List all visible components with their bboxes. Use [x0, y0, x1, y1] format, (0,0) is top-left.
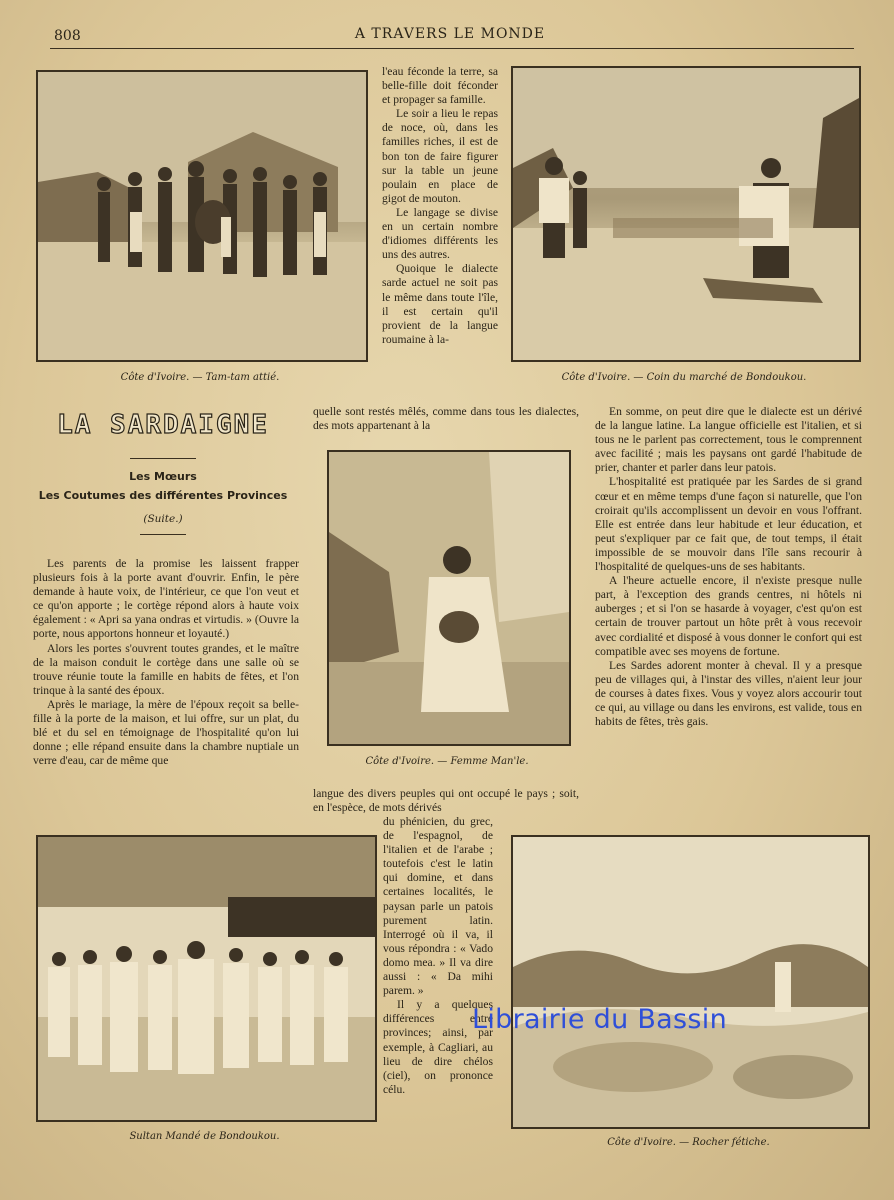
photo-rocher	[511, 835, 870, 1129]
photo-marche-figure	[513, 68, 859, 360]
paragraph: langue des divers peuples qui ont occupé le pays ; soit, en l'espèce, de mots dérivés	[313, 787, 579, 815]
text-mid-top	[382, 65, 498, 347]
photo-tamtam-figure	[38, 72, 366, 360]
article-title: LA SARDAIGNE	[57, 410, 269, 440]
caption-marche: Côte d'Ivoire. — Coin du marché de Bondoukou.	[561, 372, 807, 383]
text-right	[595, 405, 862, 729]
paragraph: Le langage se divise en un certain nombre d'idiomes différents les uns des autres.	[382, 205, 498, 262]
caption-sultan: Sultan Mandé de Bondoukou.	[129, 1131, 280, 1142]
header-rule	[50, 48, 854, 49]
paragraph: Le soir a lieu le repas de noce, où, dans les familles riches, il est de bon ton de faire figurer sur la table un jeune poulain en place de gigot de mouton.	[382, 107, 498, 205]
paragraph: Après le mariage, la mère de l'époux reçoit sa belle-fille à la porte de la maison, et lui offre, sur un plat, du blé et du sel en témoignage de l'hospitalité qu'on lui donne ; elle répand ensuite dans la chambre nuptiale un verre d'eau, car de même que	[33, 697, 299, 768]
subtitle-rule	[140, 534, 186, 535]
paragraph: du phénicien, du grec, de l'espagnol, de l'italien et de l'arabe ; toutefois c'est le latin qui domine, et dans certaines localités, le paysan parle un patois purement latin. Interrogé où il va, il vous répondra : « Vado domo mea. » Il va dire aussi : « Da mihi parem. »	[383, 815, 493, 998]
journal-title: A TRAVERS LE MONDE	[354, 26, 546, 42]
page-number: 808	[54, 28, 81, 44]
paragraph: quelle sont restés mêlés, comme dans tous les dialectes, des mots appartenant à la	[313, 405, 579, 433]
photo-sultan-figure	[38, 837, 375, 1120]
photo-rocher-figure	[513, 837, 868, 1127]
photo-marche	[511, 66, 861, 362]
paragraph: l'eau féconde la terre, sa belle-fille doit féconder et propager sa famille.	[382, 65, 498, 107]
paragraph: Les Sardes adorent monter à cheval. Il y a presque peu de villages qui, à l'instar des villes, n'aient leur jour de courses à dates fixes. Vous y voyez alors accourir tout ce qui, au village ou dans les environs, est valide, tous en habits de fêtes, très gais.	[595, 658, 862, 729]
photo-tamtam	[36, 70, 368, 362]
caption-femme: Côte d'Ivoire. — Femme Man'le.	[365, 756, 529, 767]
article-subtitle-2: Les Coutumes des différentes Provinces	[38, 489, 288, 502]
title-rule	[130, 458, 196, 459]
paragraph: Les parents de la promise les laissent frapper plusieurs fois à la porte avant d'ouvrir. Enfin, le père demande à haute voix, de l'intérieur, ce que l'on veut et ce qu'on apporte ; le cortège répond alors à haute voix également : « Apri sa yana ondras et virtudis. » (Ouvre la porte, nous apportons honneur et loyauté.)	[33, 557, 299, 641]
text-mid-narrow	[383, 815, 493, 1097]
article-suite: (Suite.)	[143, 513, 183, 525]
article-subtitle-1: Les Mœurs	[129, 470, 197, 483]
text-left	[33, 557, 299, 768]
photo-femme-figure	[329, 452, 569, 744]
paragraph: A l'heure actuelle encore, il n'existe presque nulle part, à l'exception des grands centres, ni hôtels ni auberges ; et si l'on se hasarde à voyager, c'est qu'on est certain de trouver partout un hôte prêt à vous recevoir avec cordialité et disposé à vous donner le confort qui est compatible avec ses moyens de fortune.	[595, 574, 862, 658]
watermark: Librairie du Bassin	[472, 1004, 727, 1035]
paragraph: L'hospitalité est pratiquée par les Sardes de si grand cœur et en même temps d'une façon si naturelle, que l'on croirait qu'ils accomplissent un devoir en vous l'offrant. Elle est entrée dans leur habitude et leur éducation, et peut s'expliquer par ce fait que, de tout temps, il était impossible de se mouvoir dans l'île sans recourir à l'hospitalité de quelques-uns de ses habitants.	[595, 475, 862, 574]
text-mid-below	[313, 787, 579, 815]
paragraph: Il y a quelques différences entre provinces; ainsi, par exemple, à Cagliari, au lieu de dire chélos (ciel), on prononce célu.	[383, 998, 493, 1096]
photo-sultan	[36, 835, 377, 1122]
paragraph: En somme, on peut dire que le dialecte est un dérivé de la langue latine. La langue officielle est l'italien, et si tous ne le parlent pas correctement, tous le comprennent avec facilité ; mais les paysans ont gardé l'habitude de prier, chanter et parler dans leur patois.	[595, 405, 862, 475]
paragraph: Alors les portes s'ouvrent toutes grandes, et le maître de la maison conduit le cortège dans une salle où se trouve réunie toute la famille en habits de fêtes, et l'on trinque à la santé des époux.	[33, 641, 299, 697]
paragraph: Quoique le dialecte sarde actuel ne soit pas le même dans toute l'île, il est certain qu'il provient de la langue roumaine à la-	[382, 262, 498, 346]
caption-tamtam: Côte d'Ivoire. — Tam-tam attié.	[120, 372, 280, 383]
text-mid-cont	[313, 405, 579, 433]
caption-rocher: Côte d'Ivoire. — Rocher fétiche.	[607, 1137, 770, 1148]
photo-femme	[327, 450, 571, 746]
